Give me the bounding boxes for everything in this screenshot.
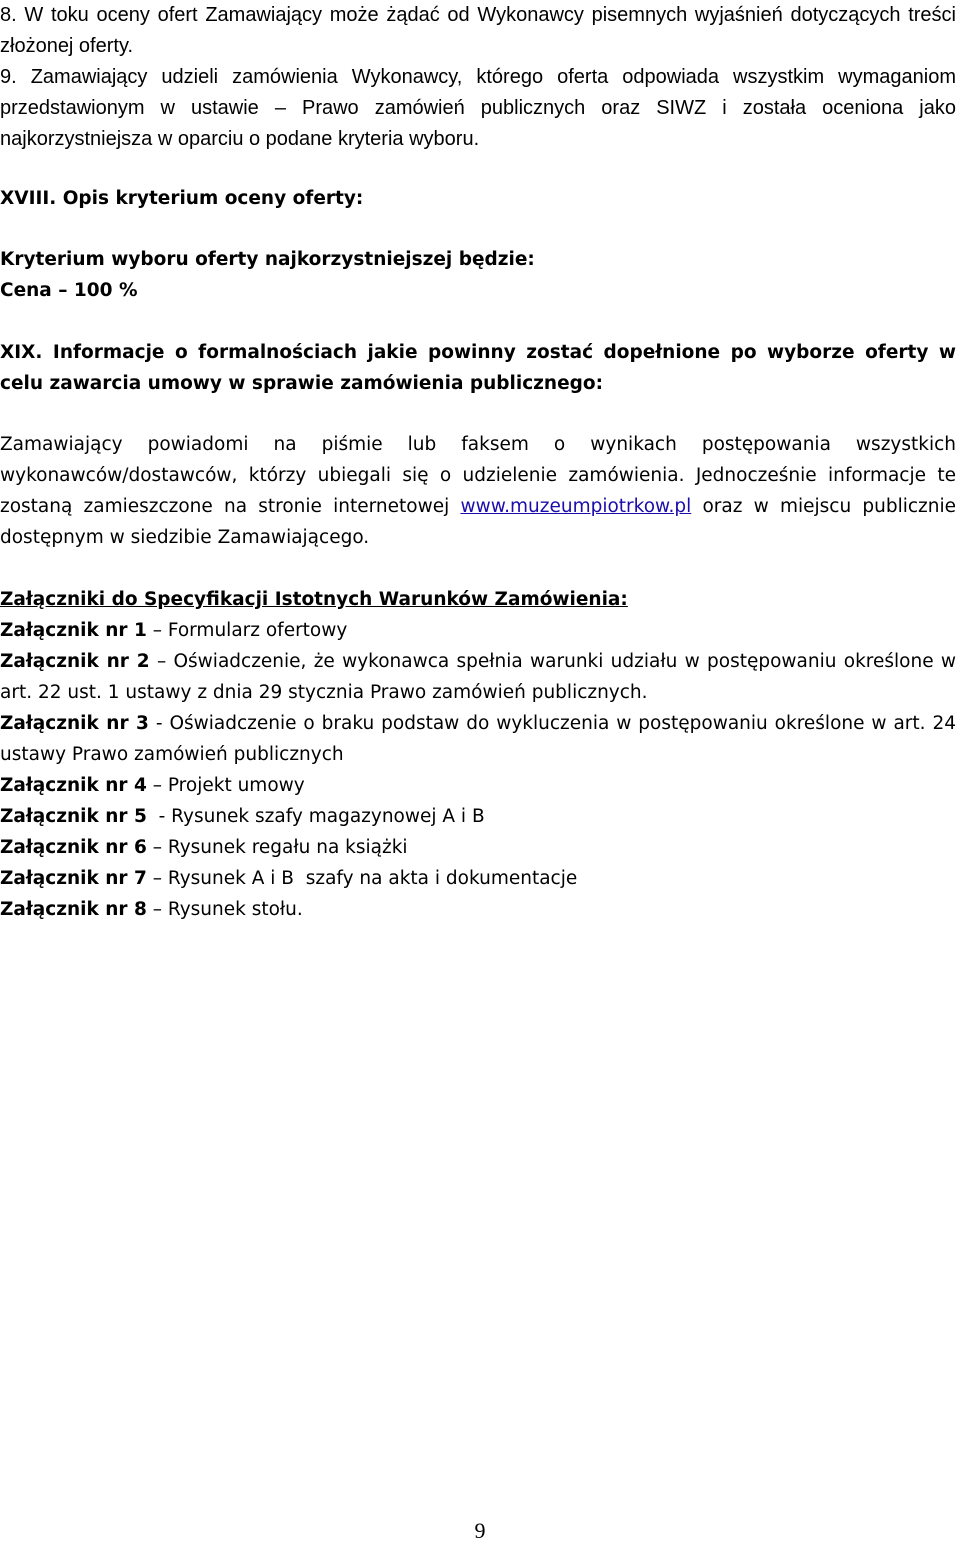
attachment-text: – Rysunek regału na książki <box>146 837 408 858</box>
attachment-text: – Rysunek A i B szafy na akta i dokumentacje <box>146 868 578 889</box>
paragraph-8: 8. W toku oceny ofert Zamawiający może żądać od Wykonawcy pisemnych wyjaśnień dotyczących treści złożonej oferty. <box>0 4 956 57</box>
attachment-label: Załącznik nr 1 <box>0 620 147 641</box>
attachment-text: – Projekt umowy <box>146 775 305 796</box>
attachment-text: - Oświadczenie o braku podstaw do wykluczenia w postępowaniu określone w art. 24 ustawy Prawo zamówień publicznych <box>0 713 957 765</box>
attachment-item-3 <box>0 708 956 770</box>
attachment-item-6 <box>0 832 956 863</box>
attachments-list <box>0 615 956 925</box>
attachment-item-5 <box>0 801 956 832</box>
attachments-heading: Załączniki do Specyfikacji Istotnych Warunków Zamówienia: <box>0 589 628 610</box>
page-number: 9 <box>474 1518 486 1543</box>
criterion-line: Kryterium wyboru oferty najkorzystniejszej będzie: <box>0 249 535 270</box>
attachment-label: Załącznik nr 2 <box>0 651 150 672</box>
attachment-text: – Oświadczenie, że wykonawca spełnia warunki udziału w postępowaniu określone w art. 22 ust. 1 ustawy z dnia 29 stycznia Prawo zamówień publicznych. <box>0 651 956 703</box>
attachment-label: Załącznik nr 3 <box>0 713 149 734</box>
website-link[interactable]: www.muzeumpiotrkow.pl <box>460 496 692 517</box>
attachment-text: – Rysunek stołu. <box>146 899 303 920</box>
price-line: Cena – 100 % <box>0 280 138 301</box>
paragraph-9: 9. Zamawiający udzieli zamówienia Wykonawcy, którego oferta odpowiada wszystkim wymaganiom przedstawionym w ustawie – Prawo zamówień publicznych oraz SIWZ i została oceniona jako najkorzystniejsza w oparciu o podane kryteria wyboru. <box>0 66 956 150</box>
section-18-heading: XVIII. Opis kryterium oceny oferty: <box>0 188 364 209</box>
attachment-label: Załącznik nr 8 <box>0 899 147 920</box>
attachment-label: Załącznik nr 7 <box>0 868 147 889</box>
attachment-item-2 <box>0 646 956 708</box>
attachment-item-7 <box>0 863 956 894</box>
attachment-label: Załącznik nr 6 <box>0 837 147 858</box>
attachment-label: Załącznik nr 5 <box>0 806 147 827</box>
section-19-body <box>0 429 956 553</box>
attachment-text: - Rysunek szafy magazynowej A i B <box>146 806 485 827</box>
attachment-label: Załącznik nr 4 <box>0 775 147 796</box>
attachment-item-8 <box>0 894 956 925</box>
attachment-item-1 <box>0 615 956 646</box>
section-19-body-tail: oraz w miejscu publicznie dostępnym w siedzibie Zamawiającego. <box>0 496 956 548</box>
attachment-item-4 <box>0 770 956 801</box>
attachment-text: – Formularz ofertowy <box>146 620 348 641</box>
section-19-heading: XIX. Informacje o formalnościach jakie powinny zostać dopełnione po wyborze oferty w celu zawarcia umowy w sprawie zamówienia publicznego: <box>0 342 956 394</box>
section-19-body-text: Zamawiający powiadomi na piśmie lub faksem o wynikach postępowania wszystkich wykonawców/dostawców, którzy ubiegali się o udzielenie zamówienia. Jednocześnie informacje te zostaną zamieszczone na stronie internetowej <box>0 434 956 517</box>
